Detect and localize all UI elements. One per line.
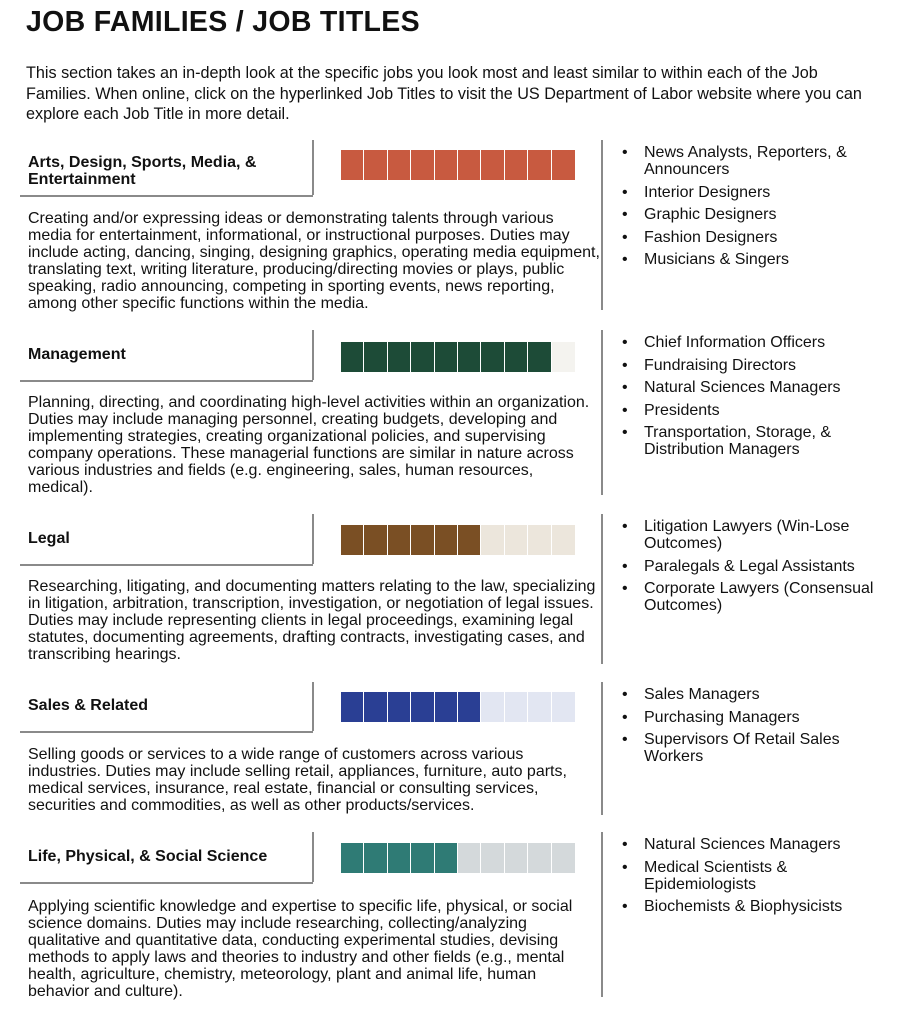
score-segment-filled <box>388 843 411 873</box>
bullet-icon: • <box>622 228 628 246</box>
bullet-icon: • <box>622 424 628 441</box>
divider <box>601 140 603 310</box>
score-segment-filled <box>341 843 364 873</box>
bullet-icon: • <box>622 580 628 597</box>
job-title-link[interactable] <box>622 334 897 351</box>
score-segment-filled <box>364 150 387 180</box>
bullet-icon: • <box>622 401 628 419</box>
family-name: Legal <box>28 530 70 547</box>
score-segment-filled <box>341 342 364 372</box>
bullet-icon: • <box>622 898 628 915</box>
bullet-icon: • <box>622 356 628 374</box>
divider <box>20 564 313 566</box>
job-title-link[interactable] <box>622 686 897 703</box>
job-family-arts <box>0 140 903 310</box>
score-segment-filled <box>411 150 434 180</box>
score-segment-empty <box>528 525 551 555</box>
score-segment-filled <box>388 525 411 555</box>
score-segment-filled <box>364 342 387 372</box>
job-title-link[interactable] <box>622 379 897 396</box>
job-title-label: Interior Designers <box>644 183 771 201</box>
score-segment-filled <box>481 342 504 372</box>
intro-text: This section takes an in-depth look at the specific jobs you look most and least similar to within each of the Job Families. When online, click on the hyperlinked Job Titles to visit the US Department of Labor website where you can explore each Job Title in more detail. <box>26 64 862 123</box>
score-bar <box>341 525 575 555</box>
score-segment-filled <box>364 692 387 722</box>
job-title-link[interactable] <box>622 206 897 223</box>
score-segment-filled <box>435 692 458 722</box>
family-description: Applying scientific knowledge and expertise to specific life, physical, or social science domains. Duties may include researching, collecting/analyzing qualitative and quantitative data, conducting experimental studies, devising methods to apply laws and theories to industry and other fields (e.g., mental health, agriculture, chemistry, meteorology, plant and animal life, human behavior and culture). <box>28 898 573 1000</box>
job-title-link[interactable] <box>622 144 897 178</box>
job-title-link[interactable] <box>622 859 897 893</box>
score-segment-filled <box>458 342 481 372</box>
job-title-label: Corporate Lawyers (Consensual Outcomes) <box>644 580 874 614</box>
score-segment-filled <box>458 150 481 180</box>
job-title-label: News Analysts, Reporters, & Announcers <box>644 144 847 178</box>
score-segment-filled <box>505 150 528 180</box>
divider <box>601 514 603 664</box>
job-title-label: Musicians & Singers <box>644 251 789 268</box>
score-bar <box>341 692 575 722</box>
job-family-legal <box>0 514 903 664</box>
divider <box>601 330 603 495</box>
job-family-management <box>0 330 903 495</box>
family-name: Sales & Related <box>28 697 149 714</box>
job-title-label: Sales Managers <box>644 686 760 703</box>
bullet-icon: • <box>622 858 628 876</box>
score-segment-empty <box>505 843 528 873</box>
score-segment-filled <box>528 342 551 372</box>
score-segment-filled <box>364 525 387 555</box>
job-titles-list <box>622 686 897 771</box>
score-segment-empty <box>552 525 575 555</box>
job-title-label: Supervisors Of Retail Sales Workers <box>644 731 840 765</box>
job-family-life-physical-social-science <box>0 832 903 1000</box>
divider <box>601 682 603 815</box>
score-segment-empty <box>505 525 528 555</box>
family-name: Arts, Design, Sports, Media, & Entertainment <box>28 154 257 188</box>
bullet-icon: • <box>622 731 628 748</box>
score-segment-filled <box>388 692 411 722</box>
family-name: Life, Physical, & Social Science <box>28 848 268 865</box>
score-bar <box>341 150 575 180</box>
score-segment-empty <box>481 843 504 873</box>
bullet-icon: • <box>622 379 628 396</box>
job-title-link[interactable] <box>622 709 897 726</box>
bullet-icon: • <box>622 334 628 351</box>
score-segment-filled <box>481 150 504 180</box>
score-segment-empty <box>552 342 575 372</box>
score-segment-filled <box>341 525 364 555</box>
job-titles-list <box>622 836 897 921</box>
job-title-label: Natural Sciences Managers <box>644 836 841 853</box>
score-segment-filled <box>341 150 364 180</box>
job-title-label: Biochemists & Biophysicists <box>644 898 843 915</box>
score-segment-filled <box>505 342 528 372</box>
score-segment-filled <box>411 843 434 873</box>
bullet-icon: • <box>622 206 628 223</box>
job-title-label: Fundraising Directors <box>644 356 797 374</box>
family-description: Selling goods or services to a wide range of customers across various industries. Duties may include selling retail, appliances, furniture, auto parts, medical services, insurance, real estate, financial or consulting services, securities and commodities, as well as other products/services. <box>28 746 567 814</box>
job-titles-list <box>622 334 897 464</box>
family-description: Creating and/or expressing ideas or demonstrating talents through various media for entertainment, informational, or instructional purposes. Duties may include acting, dancing, singing, designing graphics, operating media equipment, translating text, writing literature, producing/directing movies or plays, public speaking, radio announcing, competing in sporting events, news reporting, among other specific functions within the media. <box>28 210 600 312</box>
score-segment-empty <box>505 692 528 722</box>
job-title-link[interactable] <box>622 229 897 246</box>
job-family-sales <box>0 682 903 815</box>
score-segment-filled <box>411 342 434 372</box>
score-segment-empty <box>552 843 575 873</box>
bullet-icon: • <box>622 183 628 201</box>
score-bar <box>341 342 575 372</box>
score-segment-filled <box>435 342 458 372</box>
bullet-icon: • <box>622 557 628 575</box>
job-title-label: Graphic Designers <box>644 206 777 223</box>
score-segment-empty <box>481 692 504 722</box>
score-segment-filled <box>458 525 481 555</box>
score-segment-filled <box>364 843 387 873</box>
score-segment-empty <box>552 692 575 722</box>
family-description: Researching, litigating, and documenting matters relating to the law, specializing in litigation, arbitration, transcription, investigation, or negotiation of legal issues. Duties may include representing clients in legal proceedings, examining legal statutes, documenting agreements, drafting contracts, investigating cases, and transcribing hearings. <box>28 578 596 663</box>
job-titles-list <box>622 144 897 274</box>
score-segment-filled <box>388 150 411 180</box>
job-title-label: Natural Sciences Managers <box>644 379 841 396</box>
family-description: Planning, directing, and coordinating high-level activities within an organization. Duties may include managing personnel, creating budgets, developing and implementing strategies, creating organizational policies, and supervising company operations. These managerial functions are similar in nature across various industries and fields (e.g. engineering, sales, human resources, medical). <box>28 394 590 496</box>
score-segment-filled <box>435 843 458 873</box>
score-segment-empty <box>481 525 504 555</box>
job-title-label: Medical Scientists & Epidemiologists <box>644 858 788 893</box>
job-title-link[interactable] <box>622 558 897 575</box>
score-segment-filled <box>528 150 551 180</box>
bullet-icon: • <box>622 144 628 161</box>
page-title: JOB FAMILIES / JOB TITLES <box>26 6 420 38</box>
score-segment-filled <box>341 692 364 722</box>
bullet-icon: • <box>622 708 628 726</box>
job-title-link[interactable] <box>622 184 897 201</box>
job-title-link[interactable] <box>622 357 897 374</box>
job-title-label: Transportation, Storage, & Distribution Managers <box>644 424 832 458</box>
divider <box>20 380 313 382</box>
bullet-icon: • <box>622 686 628 703</box>
divider <box>312 682 314 731</box>
job-title-label: Paralegals & Legal Assistants <box>644 557 855 575</box>
job-title-link[interactable] <box>622 898 897 915</box>
bullet-icon: • <box>622 518 628 535</box>
bullet-icon: • <box>622 251 628 268</box>
divider <box>20 882 313 884</box>
job-title-label: Chief Information Officers <box>644 334 826 351</box>
job-title-link[interactable] <box>622 836 897 853</box>
job-title-link[interactable] <box>622 731 897 765</box>
score-segment-filled <box>435 150 458 180</box>
job-title-link[interactable] <box>622 518 897 552</box>
score-segment-empty <box>458 843 481 873</box>
job-title-label: Presidents <box>644 401 720 419</box>
job-title-label: Litigation Lawyers (Win-Lose Outcomes) <box>644 518 850 552</box>
score-segment-filled <box>388 342 411 372</box>
score-segment-filled <box>411 692 434 722</box>
score-segment-filled <box>552 150 575 180</box>
divider <box>312 514 314 564</box>
divider <box>312 140 314 195</box>
job-title-link[interactable] <box>622 424 897 458</box>
score-segment-filled <box>458 692 481 722</box>
divider <box>20 731 313 733</box>
job-titles-list <box>622 518 897 620</box>
divider <box>312 330 314 380</box>
job-title-link[interactable] <box>622 580 897 614</box>
score-segment-empty <box>528 692 551 722</box>
family-name: Management <box>28 346 126 363</box>
divider <box>20 195 313 197</box>
job-title-label: Purchasing Managers <box>644 708 800 726</box>
score-bar <box>341 843 575 873</box>
job-title-link[interactable] <box>622 251 897 268</box>
divider <box>312 832 314 882</box>
job-title-link[interactable] <box>622 402 897 419</box>
job-title-label: Fashion Designers <box>644 228 778 246</box>
score-segment-filled <box>435 525 458 555</box>
bullet-icon: • <box>622 836 628 853</box>
divider <box>601 832 603 997</box>
score-segment-filled <box>411 525 434 555</box>
score-segment-empty <box>528 843 551 873</box>
